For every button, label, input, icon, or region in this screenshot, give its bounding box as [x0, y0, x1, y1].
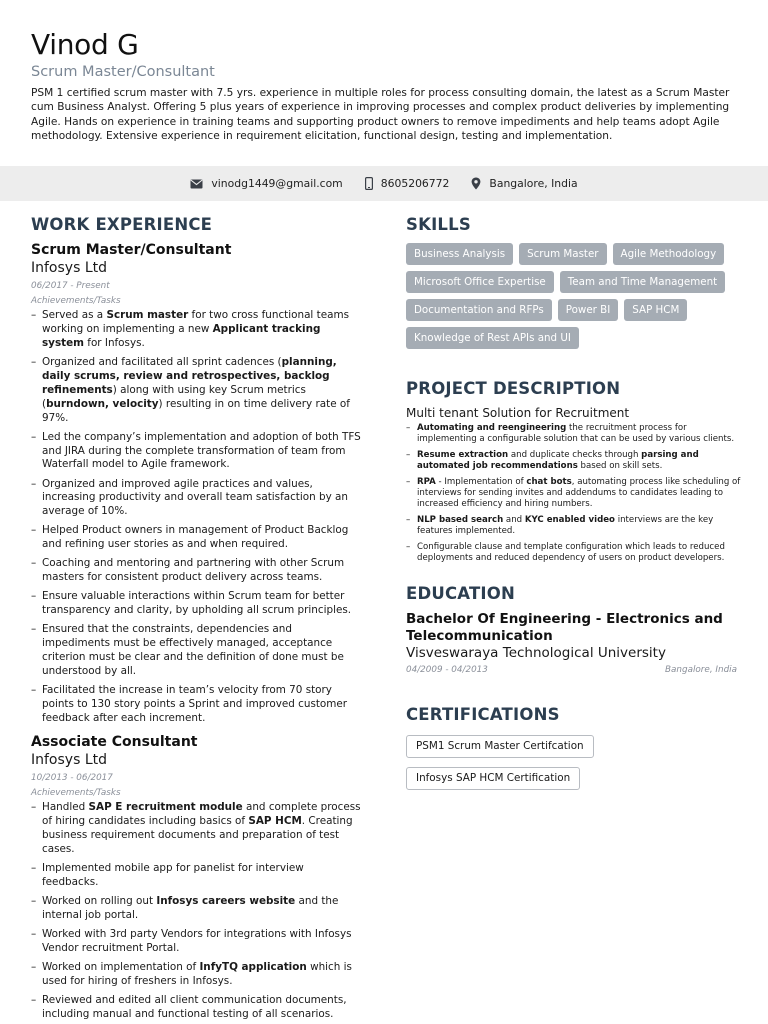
- skills-list: [406, 243, 736, 349]
- job-bullet: – Ensured that the constraints, dependencies and impediments must be effectively managed, acceptance criterion must be clear and the definition of done must be understood by all.: [31, 623, 361, 679]
- skill-tag: Agile Methodology: [613, 243, 725, 265]
- location-pin-icon: [471, 177, 481, 190]
- project-section: [406, 378, 741, 564]
- project-bullet: – RPA - Implementation of chat bots, automating process like scheduling of interviews for sending invites and addendums to candidates leading to increased efficiency and hiring numbers.: [406, 477, 741, 511]
- contact-email[interactable]: [190, 177, 342, 190]
- certifications-list: [406, 734, 741, 798]
- certifications-section: [406, 704, 741, 798]
- job-company: Infosys Ltd: [31, 751, 107, 768]
- project-bullets: [406, 423, 741, 564]
- certification-item: PSM1 Scrum Master Certifcation: [406, 735, 594, 758]
- education-meta: [406, 665, 737, 675]
- education-dates: 04/2009 - 04/2013: [406, 665, 488, 676]
- contact-bar: [0, 166, 768, 201]
- job-tasks-label: Achievements/Tasks: [31, 296, 121, 306]
- summary-paragraph: PSM 1 certified scrum master with 7.5 yrs. experience in multiple roles for process consulting domain, the latest as a Scrum Master cum Business Analyst. Offering 5 plus years of experience in improving processes and complex product deliveries by implementing Agile. Hands on experience in training teams and supporting product owners to remove impediments and help teams adopt Agile methodology. Extensive experience in requirement elicitation, functional design, testing and implementation.: [31, 87, 730, 142]
- project-bullet: – Resume extraction and duplicate checks through parsing and automated job recommendations based on skill sets.: [406, 450, 741, 473]
- job-bullet: – Led the company’s implementation and adoption of both TFS and JIRA during the complete transformation of team from Waterfall model to Agile framework.: [31, 431, 361, 473]
- job-bullet: – Worked on rolling out Infosys careers website and the internal job portal.: [31, 895, 361, 923]
- candidate-title: Scrum Master/Consultant: [31, 64, 215, 80]
- education-location: Bangalore, India: [664, 665, 737, 676]
- work-experience-heading: WORK EXPERIENCE: [31, 215, 213, 234]
- job-bullet: – Implemented mobile app for panelist for interview feedbacks.: [31, 862, 361, 890]
- project-bullet: – Automating and reengineering the recruitment process for implementing a configurable solution that can be used by various clients.: [406, 423, 741, 446]
- certification-item: Infosys SAP HCM Certification: [406, 767, 580, 790]
- job-dates: 10/2013 - 06/2017: [31, 772, 113, 783]
- project-heading: PROJECT DESCRIPTION: [406, 379, 621, 398]
- phone-icon: [365, 177, 373, 190]
- resume-header: [31, 28, 741, 143]
- skill-tag: Microsoft Office Expertise: [406, 271, 554, 293]
- certifications-heading: CERTIFICATIONS: [406, 705, 560, 725]
- job-bullet: – Organized and improved agile practices and values, increasing productivity and overall team satisfaction by an average of 10%.: [31, 478, 361, 520]
- job-bullet: – Served as a Scrum master for two cross functional teams working on implementing a new Applicant tracking system for Infosys.: [31, 309, 361, 351]
- contact-location: [471, 177, 577, 190]
- job-bullets: [31, 309, 361, 726]
- phone-text: 8605206772: [380, 177, 450, 190]
- job-title: Associate Consultant: [31, 733, 198, 750]
- job-title: Scrum Master/Consultant: [31, 242, 232, 258]
- job-entry: [31, 733, 361, 1022]
- education-heading: EDUCATION: [406, 584, 515, 604]
- job-bullet: – Ensure valuable interactions within Scrum team for better transparency and clarity, by upholding all scrum principles.: [31, 590, 361, 618]
- job-entry: [31, 241, 361, 726]
- job-bullet: – Handled SAP E recruitment module and complete process of hiring candidates including basics of SAP HCM. Creating business requirement documents and preparation of test cases.: [31, 801, 361, 857]
- education-section: [406, 583, 741, 675]
- job-bullet: – Organized and facilitated all sprint cadences (planning, daily scrums, review and retrospectives, backlog refinements) along with using key Scrum metrics (burndown, velocity) resulting in on time delivery rate of 97%.: [31, 356, 361, 426]
- job-bullet: – Helped Product owners in management of Product Backlog and refining user stories as and when required.: [31, 524, 361, 552]
- contact-phone[interactable]: [365, 177, 450, 190]
- skill-tag: Knowledge of Rest APIs and UI: [406, 327, 579, 349]
- project-bullet: – NLP based search and KYC enabled video interviews are the key features implemented.: [406, 515, 741, 538]
- skill-tag: Business Analysis: [406, 243, 513, 265]
- right-column: [406, 214, 741, 798]
- skill-tag: Team and Time Management: [560, 271, 725, 293]
- job-tasks-label: Achievements/Tasks: [31, 787, 121, 798]
- skill-tag: SAP HCM: [624, 299, 687, 321]
- job-bullets: [31, 801, 361, 1022]
- job-bullet: – Reviewed and edited all client communication documents, including manual and functional testing of all scenarios.: [31, 994, 361, 1022]
- location-text: Bangalore, India: [489, 177, 578, 190]
- skill-tag: Documentation and RFPs: [406, 299, 552, 321]
- university-name: Visveswaraya Technological University: [406, 645, 666, 662]
- job-bullet: – Facilitated the increase in team’s velocity from 70 story points to 130 story points a Sprint and improved customer feedback after each increment.: [31, 684, 361, 726]
- skill-tag: Power BI: [558, 299, 619, 321]
- skill-tag: Scrum Master: [519, 243, 606, 265]
- job-company: Infosys Ltd: [31, 260, 107, 276]
- project-bullet: – Configurable clause and template configuration which leads to reduced deployments and reduced dependency of users on product developers.: [406, 542, 741, 565]
- job-bullet: – Worked with 3rd party Vendors for integrations with Infosys Vendor recruitment Portal.: [31, 928, 361, 956]
- degree-title: Bachelor Of Engineering - Electronics and Telecommunication: [406, 611, 723, 644]
- job-bullet: – Coaching and mentoring and partnering with other Scrum masters for consistent product delivery across teams.: [31, 557, 361, 585]
- candidate-name: Vinod G: [31, 28, 139, 61]
- envelope-icon: [190, 179, 203, 189]
- skills-heading: SKILLS: [406, 215, 471, 234]
- project-name: Multi tenant Solution for Recruitment: [406, 406, 630, 420]
- job-dates: 06/2017 - Present: [31, 281, 110, 291]
- job-bullet: – Worked on implementation of InfyTQ application which is used for hiring of freshers in Infosys.: [31, 961, 361, 989]
- email-text: vinodg1449@gmail.com: [211, 177, 343, 190]
- left-column: [31, 214, 361, 1024]
